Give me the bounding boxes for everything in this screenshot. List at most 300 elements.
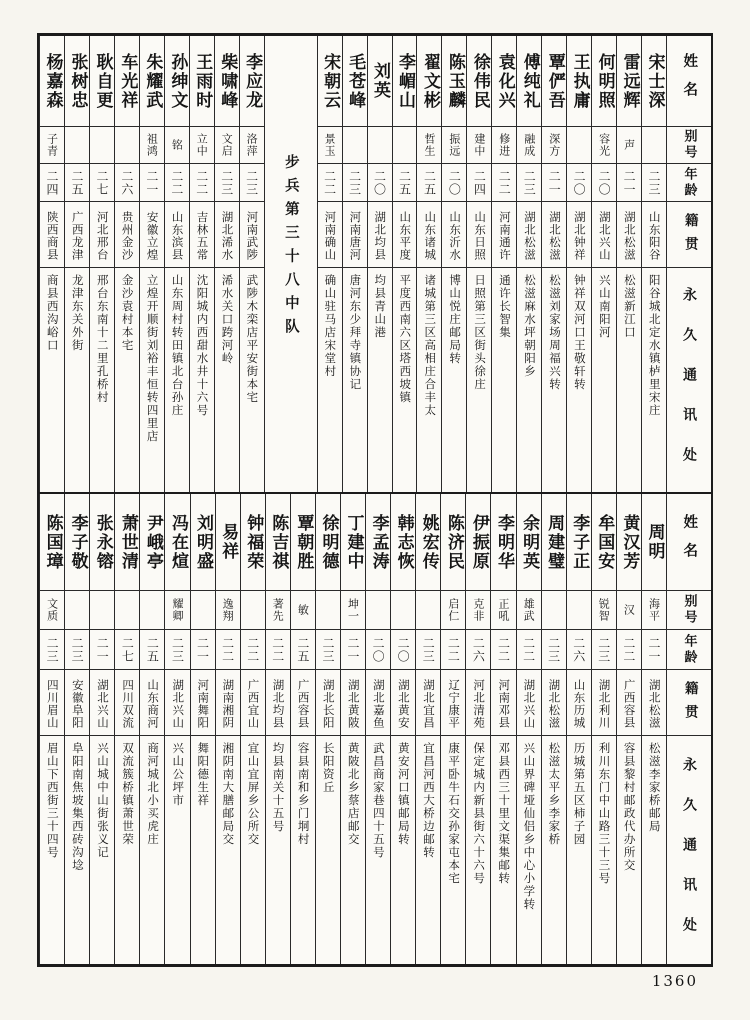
person-column bbox=[164, 494, 189, 964]
person-alias bbox=[40, 591, 64, 630]
person-age bbox=[542, 630, 566, 670]
person-name-text: 徐明德 bbox=[318, 513, 339, 571]
person-name-text: 冯在煊 bbox=[167, 513, 188, 571]
person-alias bbox=[190, 127, 214, 164]
header-native-label-text: 籍贯 bbox=[681, 680, 698, 728]
person-alias bbox=[368, 127, 392, 164]
person-age bbox=[241, 630, 265, 670]
person-alias bbox=[492, 127, 516, 164]
person-address bbox=[266, 736, 290, 964]
person-alias-text: 声 bbox=[622, 139, 636, 151]
person-native-text: 山东历城 bbox=[572, 679, 587, 729]
person-age bbox=[318, 164, 342, 202]
person-name-text: 李应龙 bbox=[242, 52, 263, 110]
person-alias bbox=[216, 591, 240, 630]
person-address bbox=[90, 736, 114, 964]
person-native bbox=[241, 670, 265, 736]
person-age-text: 二五 bbox=[397, 169, 412, 196]
person-column bbox=[390, 494, 415, 964]
person-address bbox=[492, 268, 516, 492]
person-native-text: 湖北黄安 bbox=[396, 679, 411, 729]
person-address-text: 松滋麻水坪朝阳乡 bbox=[523, 274, 537, 378]
roster-frame bbox=[37, 33, 713, 967]
header-age-label bbox=[667, 630, 711, 670]
person-alias-text: 立中 bbox=[195, 133, 209, 157]
person-native bbox=[266, 670, 290, 736]
person-address bbox=[567, 268, 591, 492]
person-native-text: 湖北松滋 bbox=[647, 679, 662, 729]
person-name-text: 李孟涛 bbox=[368, 513, 389, 571]
person-native bbox=[40, 670, 64, 736]
person-alias-text: 融成 bbox=[522, 133, 536, 157]
person-native-text: 湖北均县 bbox=[373, 211, 388, 261]
person-column bbox=[367, 36, 392, 492]
person-age-text: 二五 bbox=[145, 636, 160, 663]
person-native bbox=[391, 670, 415, 736]
person-native-text: 河南唐河 bbox=[348, 211, 363, 261]
header-name-label bbox=[667, 494, 711, 591]
person-native-text: 河北清苑 bbox=[472, 679, 487, 729]
person-native bbox=[341, 670, 365, 736]
person-native bbox=[542, 670, 566, 736]
person-age-text: 二六 bbox=[471, 636, 486, 663]
person-alias bbox=[240, 127, 264, 164]
person-native bbox=[567, 202, 591, 268]
person-name-text: 宋朝云 bbox=[320, 52, 341, 110]
person-age bbox=[341, 630, 365, 670]
person-address bbox=[115, 736, 139, 964]
person-alias-text: 汉 bbox=[622, 604, 636, 616]
person-name-text: 陈玉麟 bbox=[444, 52, 465, 110]
person-age bbox=[240, 164, 264, 202]
person-name bbox=[115, 494, 139, 591]
person-address-text: 通许长智集 bbox=[498, 274, 513, 339]
person-address bbox=[291, 736, 315, 964]
person-column bbox=[516, 494, 541, 964]
person-address-text: 长阳资丘 bbox=[321, 742, 336, 794]
person-column bbox=[616, 36, 641, 492]
person-native-text: 湖北兴山 bbox=[171, 679, 186, 729]
person-alias bbox=[517, 127, 541, 164]
person-address bbox=[617, 736, 641, 964]
header-alias-label-text: 别号 bbox=[681, 129, 697, 161]
person-name bbox=[190, 36, 214, 127]
person-alias bbox=[466, 591, 490, 630]
person-native bbox=[542, 202, 566, 268]
person-name bbox=[442, 36, 466, 127]
person-age-text: 二〇 bbox=[597, 169, 612, 196]
person-native-text: 湖北嘉鱼 bbox=[371, 679, 386, 729]
person-name bbox=[90, 494, 114, 591]
person-name-text: 李子正 bbox=[569, 513, 590, 571]
person-native-text: 河南邓县 bbox=[497, 679, 512, 729]
person-address-text: 黄安河口镇邮局转 bbox=[396, 742, 411, 846]
person-alias bbox=[65, 127, 89, 164]
person-column bbox=[465, 494, 490, 964]
person-native bbox=[115, 670, 139, 736]
roster-table-upper bbox=[39, 36, 711, 494]
person-age-text: 二四 bbox=[45, 169, 60, 196]
person-name bbox=[215, 36, 239, 127]
person-native bbox=[316, 670, 340, 736]
person-column bbox=[566, 494, 591, 964]
person-address-text: 武陟木栾店平安街本宅 bbox=[245, 274, 260, 404]
person-alias-text: 敏 bbox=[296, 604, 310, 616]
person-alias bbox=[592, 591, 616, 630]
person-address-text: 历城第五区柿子园 bbox=[572, 742, 587, 846]
person-column bbox=[315, 494, 340, 964]
person-native-text: 安徽阜阳 bbox=[70, 679, 85, 729]
person-address bbox=[140, 736, 164, 964]
person-native-text: 河南武陟 bbox=[245, 211, 260, 261]
person-column bbox=[64, 494, 89, 964]
person-name-text: 丁建中 bbox=[343, 513, 364, 571]
person-name bbox=[542, 494, 566, 591]
person-alias bbox=[393, 127, 417, 164]
person-age-text: 二六 bbox=[571, 636, 586, 663]
person-name-text: 傅纯礼 bbox=[519, 52, 540, 110]
person-age bbox=[492, 164, 516, 202]
person-address bbox=[343, 268, 367, 492]
person-address bbox=[617, 268, 641, 492]
person-alias-text: 子青 bbox=[45, 133, 59, 157]
person-alias bbox=[592, 127, 616, 164]
person-address bbox=[40, 736, 64, 964]
person-native bbox=[90, 670, 114, 736]
header-native-label-text: 籍贯 bbox=[681, 212, 698, 260]
person-age-text: 二〇 bbox=[447, 169, 462, 196]
person-address-text: 兴山公坪市 bbox=[171, 742, 186, 807]
person-column bbox=[440, 494, 465, 964]
person-name bbox=[65, 494, 89, 591]
person-address-text: 容县南和乡门垌村 bbox=[296, 742, 311, 846]
person-name bbox=[492, 36, 516, 127]
person-alias bbox=[391, 591, 415, 630]
person-name bbox=[216, 494, 240, 591]
person-column bbox=[317, 36, 342, 492]
person-address-text: 湘阴南大膳邮局交 bbox=[221, 742, 236, 846]
person-native-text: 山东日照 bbox=[473, 211, 488, 261]
person-alias bbox=[517, 591, 541, 630]
header-name-label bbox=[667, 36, 711, 127]
person-alias-text: 坤一 bbox=[346, 598, 360, 622]
person-age bbox=[40, 630, 64, 670]
person-native-text: 湖北松滋 bbox=[547, 211, 562, 261]
register-page bbox=[37, 33, 713, 967]
person-native-text: 湖北松滋 bbox=[622, 211, 637, 261]
person-address bbox=[441, 736, 465, 964]
unit-divider-label: 步兵第三十八中队 bbox=[282, 154, 299, 342]
person-name bbox=[90, 36, 114, 127]
person-age-text: 二二 bbox=[194, 169, 209, 196]
person-column bbox=[516, 36, 541, 492]
person-native bbox=[517, 202, 541, 268]
person-age bbox=[215, 164, 239, 202]
header-alias-label bbox=[667, 127, 711, 164]
person-age bbox=[165, 164, 189, 202]
person-address-text: 平度西南六区塔西坡镇 bbox=[398, 274, 413, 404]
person-address-text: 舞阳德生祥 bbox=[196, 742, 211, 807]
person-name-text: 何明照 bbox=[594, 52, 615, 110]
person-column bbox=[566, 36, 591, 492]
person-name bbox=[191, 494, 215, 591]
person-name-text: 李子敬 bbox=[67, 513, 88, 571]
person-address bbox=[567, 736, 591, 964]
person-name-text: 孙绅文 bbox=[167, 52, 188, 110]
person-column bbox=[190, 494, 215, 964]
person-name-text: 陈吉祺 bbox=[268, 513, 289, 571]
person-alias bbox=[140, 127, 164, 164]
person-address bbox=[215, 268, 239, 492]
person-column bbox=[189, 36, 214, 492]
person-age-text: 二七 bbox=[94, 169, 109, 196]
person-address bbox=[240, 268, 264, 492]
person-age bbox=[391, 630, 415, 670]
person-age-text: 二五 bbox=[70, 169, 84, 196]
person-native bbox=[366, 670, 390, 736]
header-alias-label bbox=[667, 591, 711, 630]
person-age bbox=[567, 630, 591, 670]
person-name-text: 姚宏传 bbox=[418, 513, 439, 571]
person-name bbox=[592, 36, 616, 127]
person-address-text: 邓县西三十里文渠集邮转 bbox=[497, 742, 512, 885]
person-age-text: 二三 bbox=[45, 636, 60, 663]
person-native bbox=[567, 670, 591, 736]
person-address bbox=[491, 736, 515, 964]
person-native-text: 吉林五常 bbox=[195, 211, 210, 261]
person-alias bbox=[542, 591, 566, 630]
person-name-text: 覃俨吾 bbox=[544, 52, 565, 110]
header-age-label-text: 年龄 bbox=[681, 633, 697, 666]
person-address bbox=[191, 736, 215, 964]
person-name-text: 陈国璋 bbox=[42, 513, 63, 571]
person-age-text: 二〇 bbox=[371, 636, 386, 663]
person-alias bbox=[642, 591, 666, 630]
header-native-label bbox=[667, 670, 711, 736]
person-native bbox=[592, 202, 616, 268]
person-name bbox=[391, 494, 415, 591]
person-name bbox=[341, 494, 365, 591]
person-age bbox=[115, 164, 139, 202]
unit-divider-column bbox=[264, 36, 317, 492]
person-age-text: 二二 bbox=[446, 636, 461, 663]
person-age bbox=[90, 630, 114, 670]
person-alias bbox=[366, 591, 390, 630]
person-column bbox=[591, 36, 616, 492]
person-native bbox=[368, 202, 392, 268]
person-age-text: 二三 bbox=[647, 169, 662, 196]
person-age bbox=[642, 164, 666, 202]
person-native bbox=[642, 202, 666, 268]
person-native bbox=[318, 202, 342, 268]
person-native bbox=[90, 202, 114, 268]
person-native-text: 广西龙津 bbox=[70, 211, 85, 261]
person-address-text: 诸城第三区高相庄合丰太 bbox=[423, 274, 438, 417]
person-column bbox=[342, 36, 367, 492]
person-column bbox=[114, 36, 139, 492]
person-age-text: 二二 bbox=[521, 636, 536, 663]
person-alias bbox=[241, 591, 265, 630]
person-address bbox=[368, 268, 392, 492]
person-age bbox=[65, 164, 89, 202]
person-alias-text: 著先 bbox=[271, 598, 285, 622]
person-name bbox=[416, 494, 440, 591]
person-age bbox=[366, 630, 390, 670]
person-age bbox=[592, 164, 616, 202]
person-age-text: 二一 bbox=[646, 636, 661, 663]
person-native bbox=[215, 202, 239, 268]
person-address-text: 浠水关口跨河岭 bbox=[220, 274, 235, 365]
person-alias-text: 启仁 bbox=[446, 598, 460, 622]
person-column bbox=[39, 494, 64, 964]
person-address-text: 武昌商家巷四十五号 bbox=[371, 742, 386, 859]
person-name-text: 刘英 bbox=[370, 62, 391, 100]
person-alias-text: 深方 bbox=[547, 133, 561, 157]
person-address-text: 阳谷城北定水镇栌里宋庄 bbox=[647, 274, 662, 417]
person-age-text: 二二 bbox=[322, 169, 337, 196]
person-name-text: 宋士深 bbox=[644, 52, 665, 110]
person-age bbox=[140, 164, 164, 202]
person-name bbox=[115, 36, 139, 127]
person-address bbox=[391, 736, 415, 964]
person-age bbox=[416, 630, 440, 670]
person-name-text: 张永镕 bbox=[92, 513, 113, 571]
person-alias bbox=[65, 591, 89, 630]
person-address bbox=[65, 268, 89, 492]
person-column bbox=[541, 494, 566, 964]
person-native-text: 河南通许 bbox=[498, 211, 513, 261]
person-address bbox=[165, 736, 189, 964]
person-address bbox=[341, 736, 365, 964]
person-column bbox=[616, 494, 641, 964]
person-age bbox=[592, 630, 616, 670]
person-native bbox=[442, 202, 466, 268]
person-name-text: 袁化兴 bbox=[494, 52, 515, 110]
person-age bbox=[291, 630, 315, 670]
person-name bbox=[393, 36, 417, 127]
person-age bbox=[393, 164, 417, 202]
person-native bbox=[165, 202, 189, 268]
person-column bbox=[139, 36, 164, 492]
person-address bbox=[642, 268, 666, 492]
person-address-text: 均县青山港 bbox=[373, 274, 388, 339]
person-alias bbox=[617, 127, 641, 164]
person-column bbox=[240, 494, 265, 964]
person-name-text: 周建璧 bbox=[544, 513, 565, 571]
person-alias bbox=[115, 127, 139, 164]
person-native-text: 山东沂水 bbox=[448, 211, 463, 261]
person-name bbox=[441, 494, 465, 591]
person-age-text: 二三 bbox=[320, 636, 335, 663]
person-name bbox=[592, 494, 616, 591]
person-age-text: 二四 bbox=[472, 169, 487, 196]
person-native-text: 山东诸城 bbox=[423, 211, 438, 261]
person-column bbox=[641, 494, 666, 964]
person-age-text: 二三 bbox=[347, 169, 362, 196]
person-column bbox=[591, 494, 616, 964]
person-address-text: 松滋李家桥邮局 bbox=[647, 742, 662, 833]
person-address-text: 松滋新江口 bbox=[622, 274, 637, 339]
person-name bbox=[266, 494, 290, 591]
person-alias bbox=[617, 591, 641, 630]
header-column bbox=[666, 36, 711, 492]
person-alias-text: 容光 bbox=[597, 133, 611, 157]
person-age-text: 二三 bbox=[522, 169, 537, 196]
person-native-text: 湖北均县 bbox=[271, 679, 286, 729]
person-column bbox=[64, 36, 89, 492]
person-native bbox=[140, 670, 164, 736]
person-alias-text: 景玉 bbox=[323, 133, 337, 157]
person-alias-text: 祖鸿 bbox=[145, 133, 159, 157]
person-column bbox=[466, 36, 491, 492]
person-address bbox=[393, 268, 417, 492]
person-age bbox=[115, 630, 139, 670]
person-native-text: 广西容县 bbox=[296, 679, 311, 729]
person-native bbox=[65, 670, 89, 736]
person-age bbox=[368, 164, 392, 202]
person-address-text: 确山驻马店宋堂村 bbox=[323, 274, 338, 378]
person-age bbox=[216, 630, 240, 670]
person-age bbox=[417, 164, 441, 202]
person-address-text: 双流簇桥镇萧世荣 bbox=[121, 742, 136, 846]
person-name bbox=[642, 36, 666, 127]
person-column bbox=[340, 494, 365, 964]
person-native bbox=[592, 670, 616, 736]
person-column bbox=[114, 494, 139, 964]
person-native-text: 湖南湘阴 bbox=[221, 679, 236, 729]
person-alias-text: 铭 bbox=[170, 139, 184, 151]
person-address bbox=[318, 268, 342, 492]
person-native-text: 山东平度 bbox=[398, 211, 413, 261]
person-native bbox=[393, 202, 417, 268]
person-native-text: 湖北长阳 bbox=[321, 679, 336, 729]
person-native bbox=[140, 202, 164, 268]
person-native bbox=[617, 670, 641, 736]
page-number: 1360 bbox=[651, 972, 698, 990]
header-age-label bbox=[667, 164, 711, 202]
person-address-text: 容县黎村邮政代办所交 bbox=[622, 742, 637, 872]
person-name-text: 韩志恢 bbox=[393, 513, 414, 571]
person-native-text: 湖北松滋 bbox=[523, 211, 537, 261]
person-address bbox=[517, 268, 541, 492]
person-name bbox=[542, 36, 566, 127]
person-address-text: 唐河东少拜寺镇协记 bbox=[348, 274, 363, 391]
person-address-text: 龙津东关外街 bbox=[70, 274, 85, 352]
person-native-text: 辽宁康平 bbox=[447, 679, 462, 729]
person-address bbox=[366, 736, 390, 964]
person-age bbox=[467, 164, 491, 202]
person-age bbox=[617, 164, 641, 202]
person-address-text: 宜山宜屏乡公所交 bbox=[246, 742, 261, 846]
person-native-text: 广西容县 bbox=[622, 679, 637, 729]
person-name-text: 毛苍峰 bbox=[345, 52, 366, 110]
person-alias bbox=[491, 591, 515, 630]
person-address-text: 邢台东南十二里孔桥村 bbox=[95, 274, 110, 404]
person-column bbox=[441, 36, 466, 492]
person-name-text: 覃朝胜 bbox=[293, 513, 314, 571]
person-native bbox=[240, 202, 264, 268]
person-alias-text: 锐智 bbox=[597, 598, 611, 622]
person-address-text: 均县南关十五号 bbox=[271, 742, 286, 833]
person-age-text: 二〇 bbox=[572, 169, 587, 196]
person-age-text: 二六 bbox=[119, 169, 134, 196]
person-age-text: 二三 bbox=[596, 636, 611, 663]
person-age-text: 二一 bbox=[144, 169, 159, 196]
person-native bbox=[416, 670, 440, 736]
person-name bbox=[567, 36, 591, 127]
person-native-text: 山东滨县 bbox=[170, 211, 185, 261]
person-address bbox=[90, 268, 114, 492]
